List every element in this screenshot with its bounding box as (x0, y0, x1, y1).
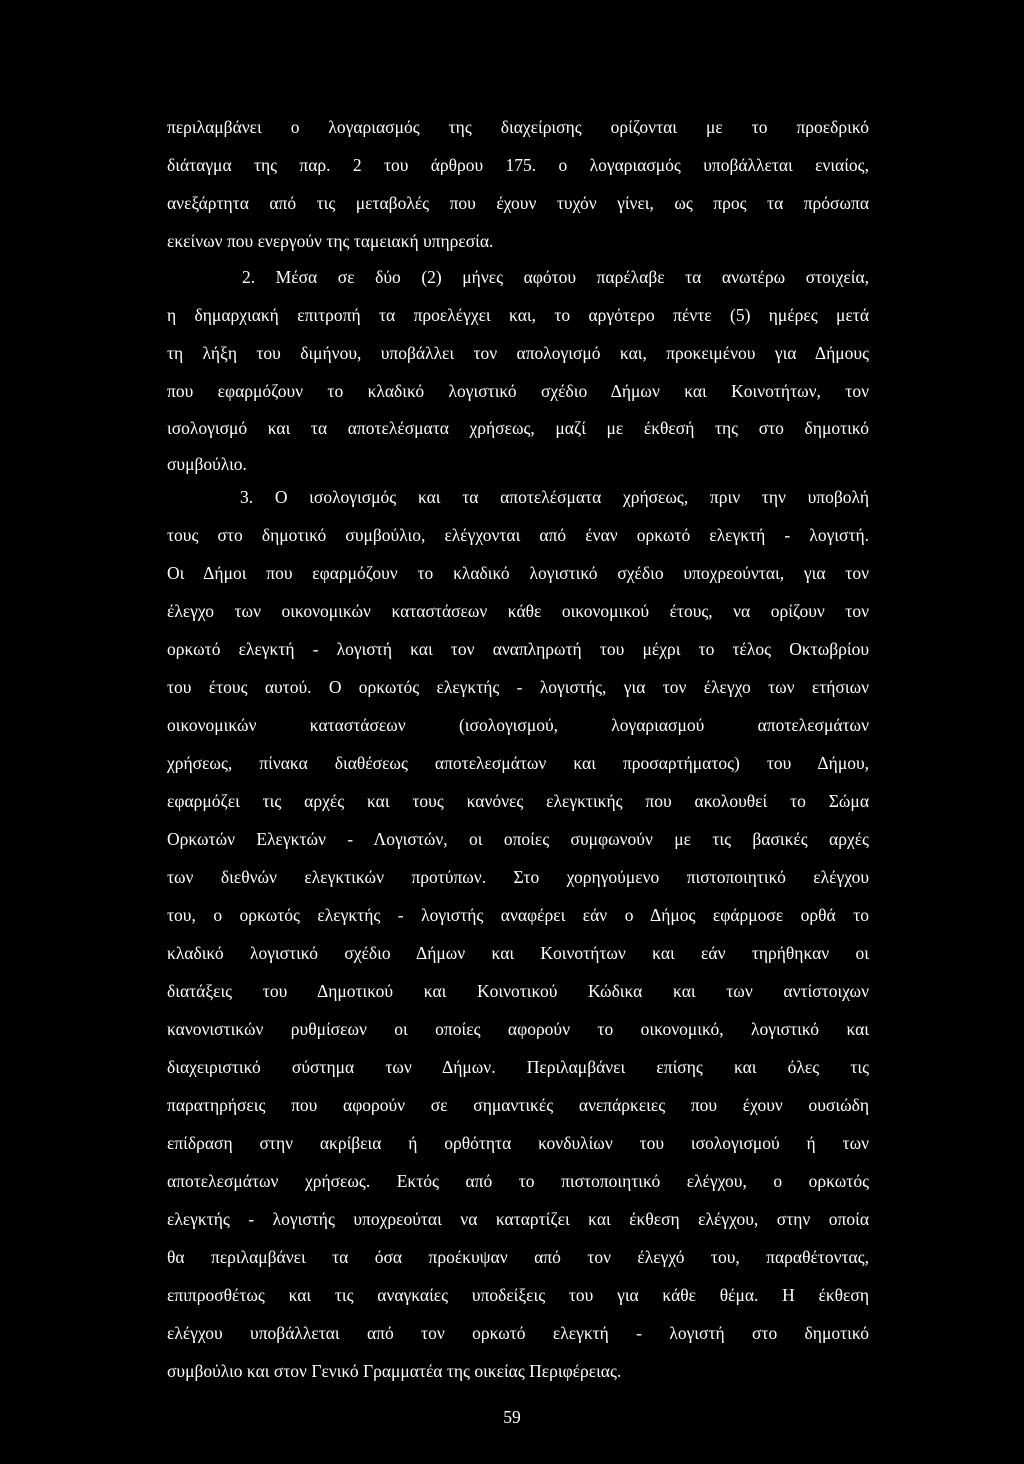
text-line: αποτελεσμάτων χρήσεως. Εκτός από το πιστοποιητικό ελέγχου, ο ορκωτός (167, 1171, 869, 1191)
text-line: τους στο δημοτικό συμβούλιο, ελέγχονται από έναν ορκωτό ελεγκτή - λογιστή. (167, 525, 869, 545)
paragraph-3-first-line: 3. Ο ισολογισμός και τα αποτελέσματα χρήσεως, πριν την υποβολή (240, 487, 869, 507)
text-line: του, ο ορκωτός ελεγκτής - λογιστής αναφέρει εάν ο Δήμος εφάρμοσε ορθά το (167, 905, 869, 925)
text-line: τη λήξη του διμήνου, υποβάλλει τον απολογισμό και, προκειμένου για Δήμους (167, 343, 869, 363)
text-line: ελέγχου υποβάλλεται από τον ορκωτό ελεγκτή - λογιστή στο δημοτικό (167, 1323, 869, 1343)
text-line: περιλαμβάνει ο λογαριασμός της διαχείρισης ορίζονται με το προεδρικό (167, 117, 869, 137)
text-line: επίδραση στην ακρίβεια ή ορθότητα κονδυλίων του ισολογισμού ή των (167, 1133, 869, 1153)
text-line: συμβούλιο. (167, 454, 247, 474)
paragraph-2-first-line: 2. Μέσα σε δύο (2) μήνες αφότου παρέλαβε τα ανωτέρω στοιχεία, (242, 267, 869, 287)
text-line: Ορκωτών Ελεγκτών - Λογιστών, οι οποίες συμφωνούν με τις βασικές αρχές (167, 829, 869, 849)
text-line: που εφαρμόζουν το κλαδικό λογιστικό σχέδιο Δήμων και Κοινοτήτων, τον (167, 381, 869, 401)
text-line: των διεθνών ελεγκτικών προτύπων. Στο χορηγούμενο πιστοποιητικό ελέγχου (167, 867, 869, 887)
text-line: διάταγμα της παρ. 2 του άρθρου 175. ο λογαριασμός υποβάλλεται ενιαίος, (167, 155, 869, 175)
text-line: θα περιλαμβάνει τα όσα προέκυψαν από τον έλεγχό του, παραθέτοντας, (167, 1247, 869, 1267)
text-line: χρήσεως, πίνακα διαθέσεως αποτελεσμάτων και προσαρτήματος) του Δήμου, (167, 753, 869, 773)
text-line: ορκωτό ελεγκτή - λογιστή και τον αναπληρωτή του μέχρι το τέλος Οκτωβρίου (167, 639, 869, 659)
text-line: εφαρμόζει τις αρχές και τους κανόνες ελεγκτικής που ακολουθεί το Σώμα (167, 791, 869, 811)
page-number: 59 (503, 1407, 521, 1427)
text-line: εκείνων που ενεργούν της ταμειακή υπηρεσία. (167, 231, 494, 251)
text-line: συμβούλιο και στον Γενικό Γραμματέα της οικείας Περιφέρειας. (167, 1361, 622, 1381)
text-line: κανονιστικών ρυθμίσεων οι οποίες αφορούν το οικονομικό, λογιστικό και (167, 1019, 869, 1039)
text-line: ισολογισμό και τα αποτελέσματα χρήσεως, μαζί με έκθεσή της στο δημοτικό (167, 418, 869, 438)
text-line: Οι Δήμοι που εφαρμόζουν το κλαδικό λογιστικό σχέδιο υποχρεούνται, για τον (167, 563, 869, 583)
text-line: διαχειριστικό σύστημα των Δήμων. Περιλαμβάνει επίσης και όλες τις (167, 1057, 869, 1077)
text-line: ελεγκτής - λογιστής υποχρεούται να καταρτίζει και έκθεση ελέγχου, στην οποία (167, 1209, 869, 1229)
text-line: επιπροσθέτως και τις αναγκαίες υποδείξεις του για κάθε θέμα. Η έκθεση (167, 1285, 869, 1305)
text-line: του έτους αυτού. Ο ορκωτός ελεγκτής - λογιστής, για τον έλεγχο των ετήσιων (167, 677, 869, 697)
text-line: ανεξάρτητα από τις μεταβολές που έχουν τυχόν γίνει, ως προς τα πρόσωπα (167, 193, 869, 213)
text-line: κλαδικό λογιστικό σχέδιο Δήμων και Κοινοτήτων και εάν τηρήθηκαν οι (167, 943, 869, 963)
text-line: παρατηρήσεις που αφορούν σε σημαντικές ανεπάρκειες που έχουν ουσιώδη (167, 1095, 869, 1115)
text-line: οικονομικών καταστάσεων (ισολογισμού, λογαριασμού αποτελεσμάτων (167, 715, 869, 735)
text-line: έλεγχο των οικονομικών καταστάσεων κάθε οικονομικού έτους, να ορίζουν τον (167, 601, 869, 621)
text-line: διατάξεις του Δημοτικού και Κοινοτικού Κώδικα και των αντίστοιχων (167, 981, 869, 1001)
text-line: η δημαρχιακή επιτροπή τα προελέγχει και, το αργότερο πέντε (5) ημέρες μετά (167, 305, 869, 325)
